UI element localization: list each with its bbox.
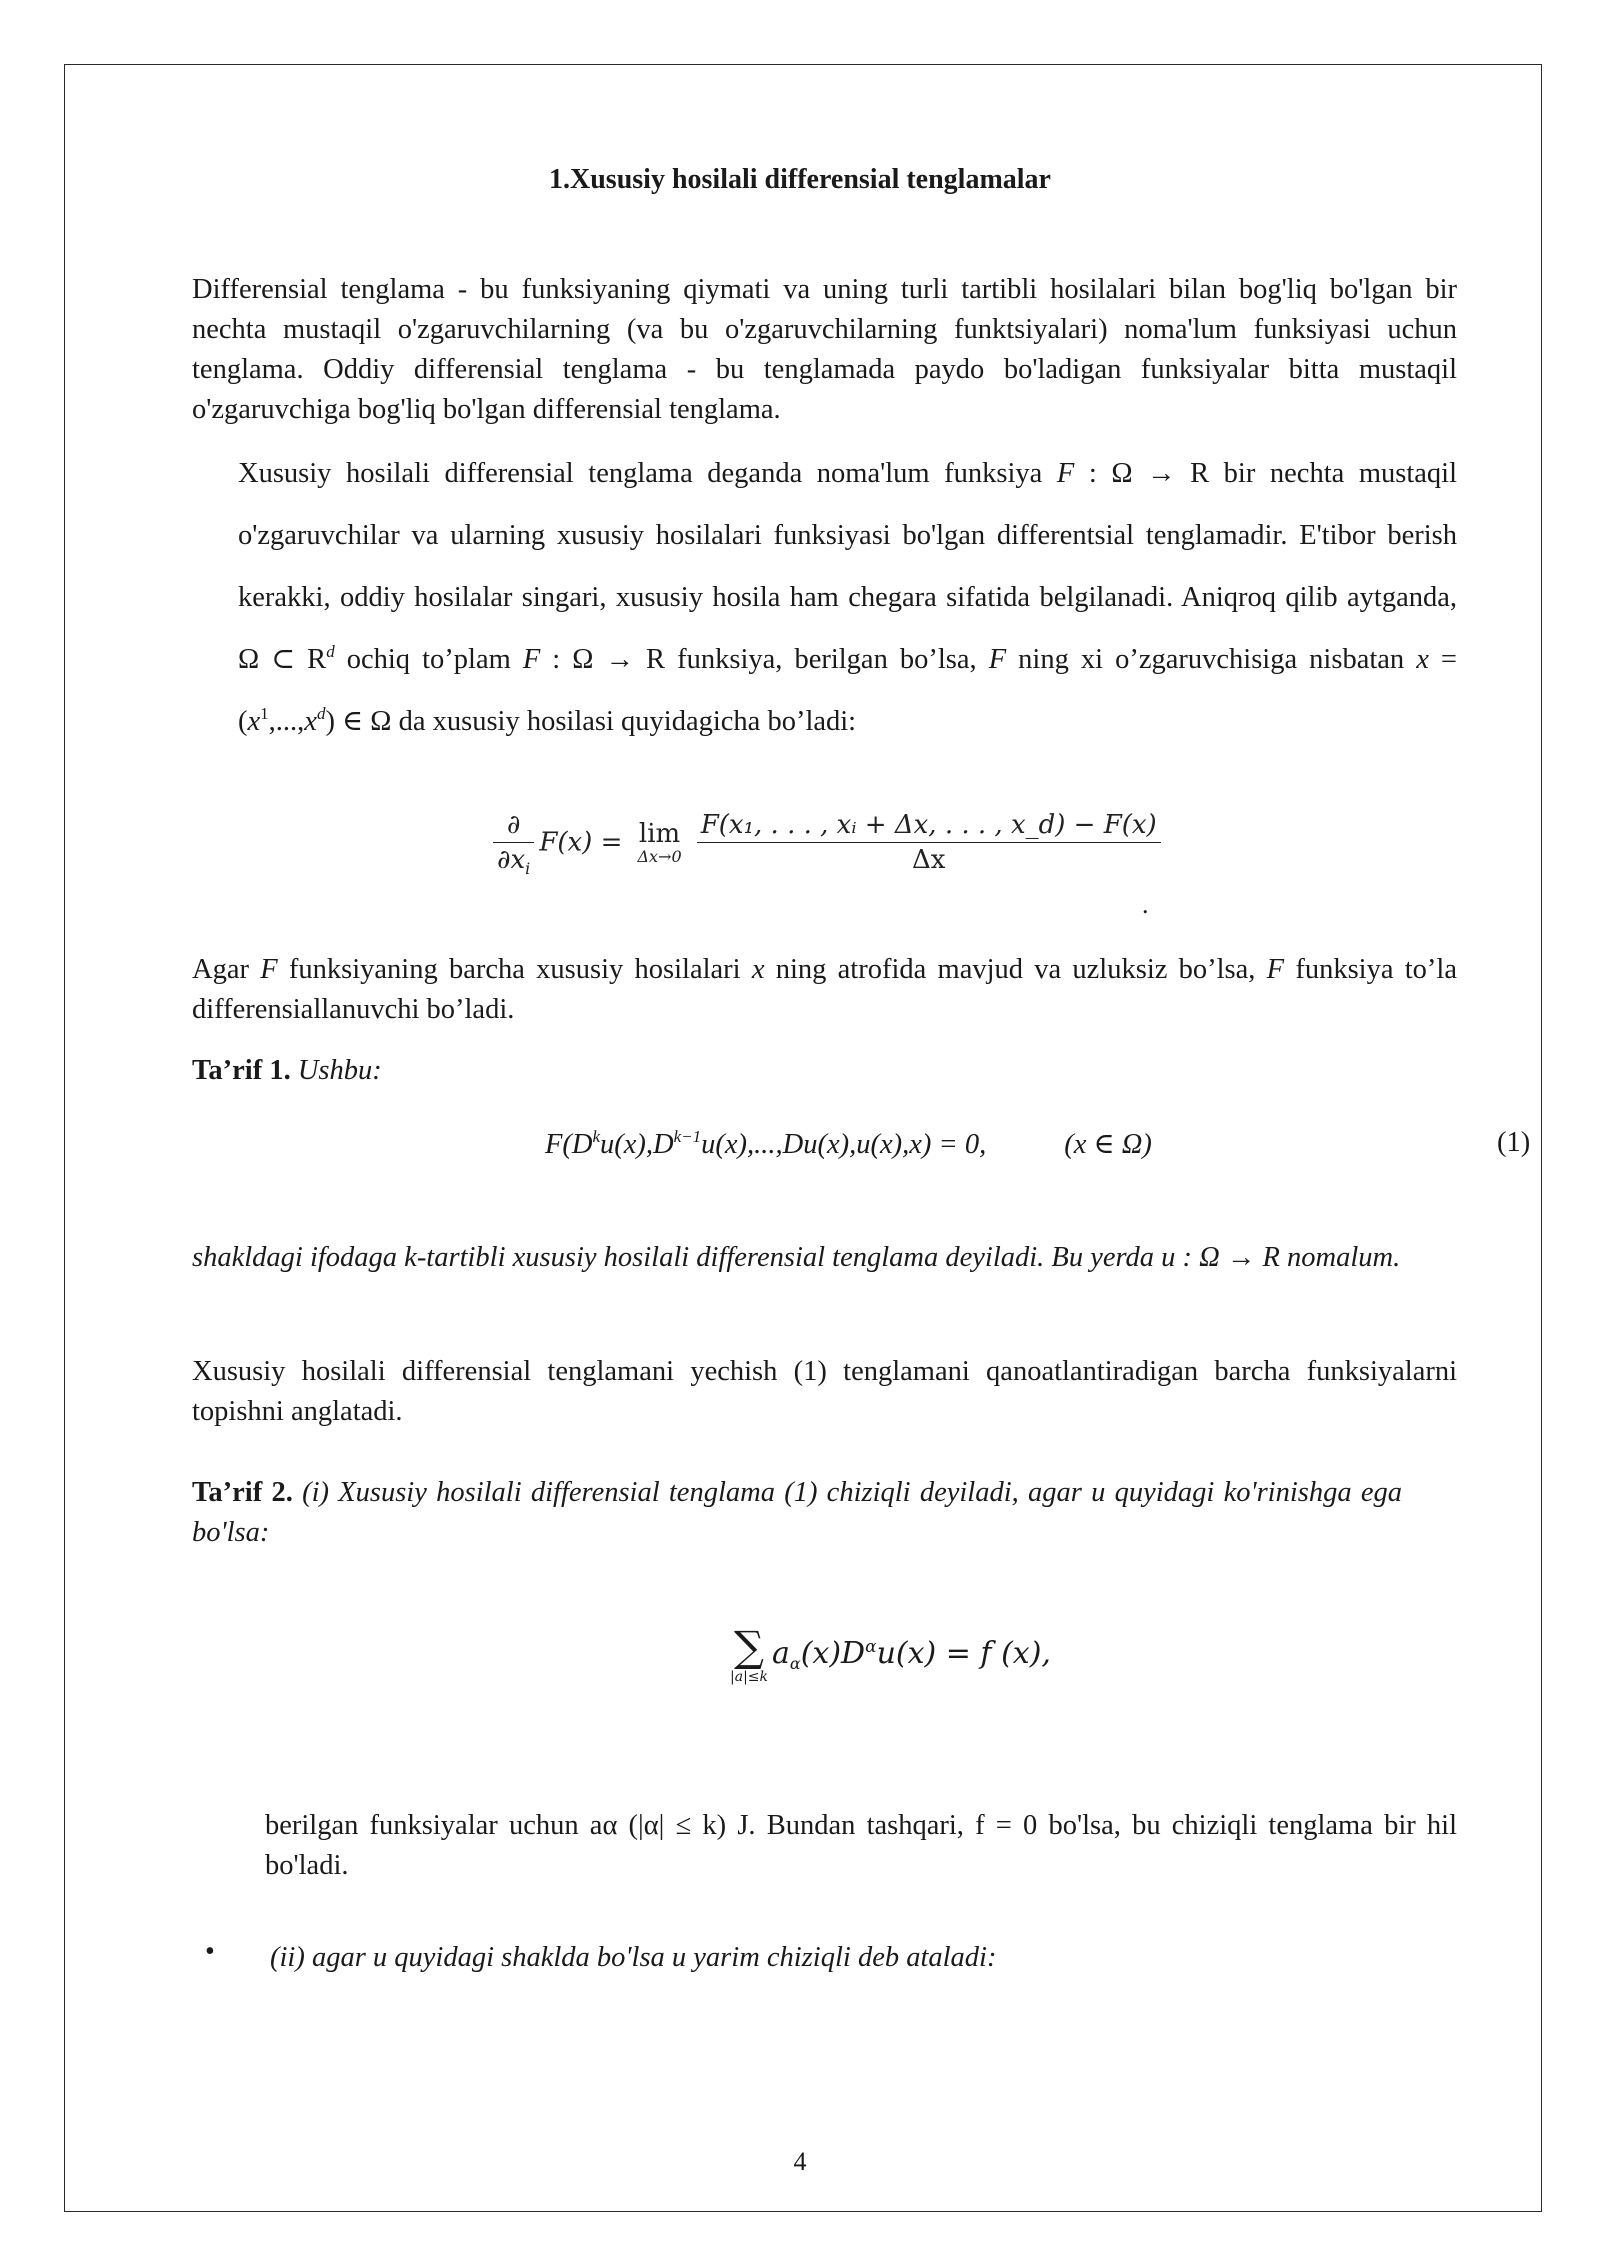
differentiability-paragraph: Agar F funksiyaning barcha xususiy hosilalari x ning atrofida mavjud va uzluksiz bo’lsa, F funksiya to’la differensiallanuvchi bo’ladi.	[192, 954, 1457, 1025]
solving-paragraph: Xususiy hosilali differensial tenglamani yechish (1) tenglamani qanoatlantiradigan barcha funksiyalarni topishni anglatadi.	[192, 1356, 1457, 1427]
equation-1: $F(D^ku(x),D^{k-1}u(x),...,Du(x),u(x),x) = 0$, (x ∈ Ω)	[545, 1127, 1152, 1160]
definition-2: Ta’rif 2. (i) Xususiy hosilali differensial tenglama (1) chiziqli deyiladi, agar u quyidagi ko'rinishga ega bo'lsa:	[192, 1477, 1402, 1548]
section-title: 1.Xususiy hosilali differensial tenglamalar	[549, 164, 1051, 195]
sum-operator: ∑ |a|≤k	[730, 1622, 768, 1685]
partial-fraction: $\frac{\partial}{\partial x_i}$	[493, 808, 534, 877]
formula-period: .	[1142, 890, 1149, 919]
difference-quotient: $\frac{\text{F(x₁, . . . , xᵢ + Δx, . . . , x\_d) − F(x)}}{\Delta x}$	[697, 808, 1161, 877]
definition-1-text: shakldagi ifodaga k-tartibli xususiy hosilali differensial tenglama deyiladi. Bu yerda u : Ω → R nomalum.	[192, 1242, 1401, 1273]
limit-operator: lim Δx→0	[637, 818, 682, 866]
formula-lhs: F(x) =	[539, 827, 623, 858]
bullet-point: •	[205, 1936, 215, 1967]
homogeneous-paragraph: berilgan funksiyalar uchun aα (|α| ≤ k) J. Bundan tashqari, f = 0 bo'lsa, bu chiziqli tenglama bir hil bo'ladi.	[265, 1810, 1457, 1881]
linear-equation: ∑ |a|≤k $a_\alpha(x)D^\alpha u(x) = f$ (x),	[730, 1622, 1051, 1685]
definition-paragraph: Xususiy hosilali differensial tenglama deganda noma'lum funksiya F : Ω → R bir nechta mustaqil o'zgaruvchilar va ularning xususiy hosilalari funksiyasi bo'lgan differentsial tenglamadir. E'tibor berish kerakki, oddiy hosilalar singari, xususiy hosila ham chegara sifatida belgilanadi. Aniqroq qilib aytganda, Ω ⊂ $R^d$ ochiq to’plam F : Ω → R funksiya, berilgan bo’lsa, F ning xi o’zgaruvchisiga nisbatan $x = (x^1,...,x^d)$ ∈ Ω da xususiy hosilasi quyidagicha bo’ladi:	[238, 458, 1458, 737]
page-number: 4	[793, 2147, 807, 2176]
intro-paragraph: Differensial tenglama - bu funksiyaning qiymati va uning turli tartibli hosilalari bilan bog'liq bo'lgan bir nechta mustaqil o'zgaruvchilarning (va bu o'zgaruvchilarning funktsiyalari) noma'lum funksiyasi uchun tenglama. Oddiy differensial tenglama - bu tenglamada paydo bo'ladigan funksiyalar bitta mustaqil o'zgaruvchiga bog'liq bo'lgan differensial tenglama.	[192, 274, 1457, 425]
partial-derivative-formula	[493, 808, 1161, 877]
equation-1-number: (1)	[1497, 1127, 1531, 1158]
definition-1-heading: Ta’rif 1. Ushbu:	[192, 1055, 382, 1086]
semilinear-item: (ii) agar u quyidagi shaklda bo'lsa u yarim chiziqli deb ataladi:	[270, 1942, 997, 1973]
